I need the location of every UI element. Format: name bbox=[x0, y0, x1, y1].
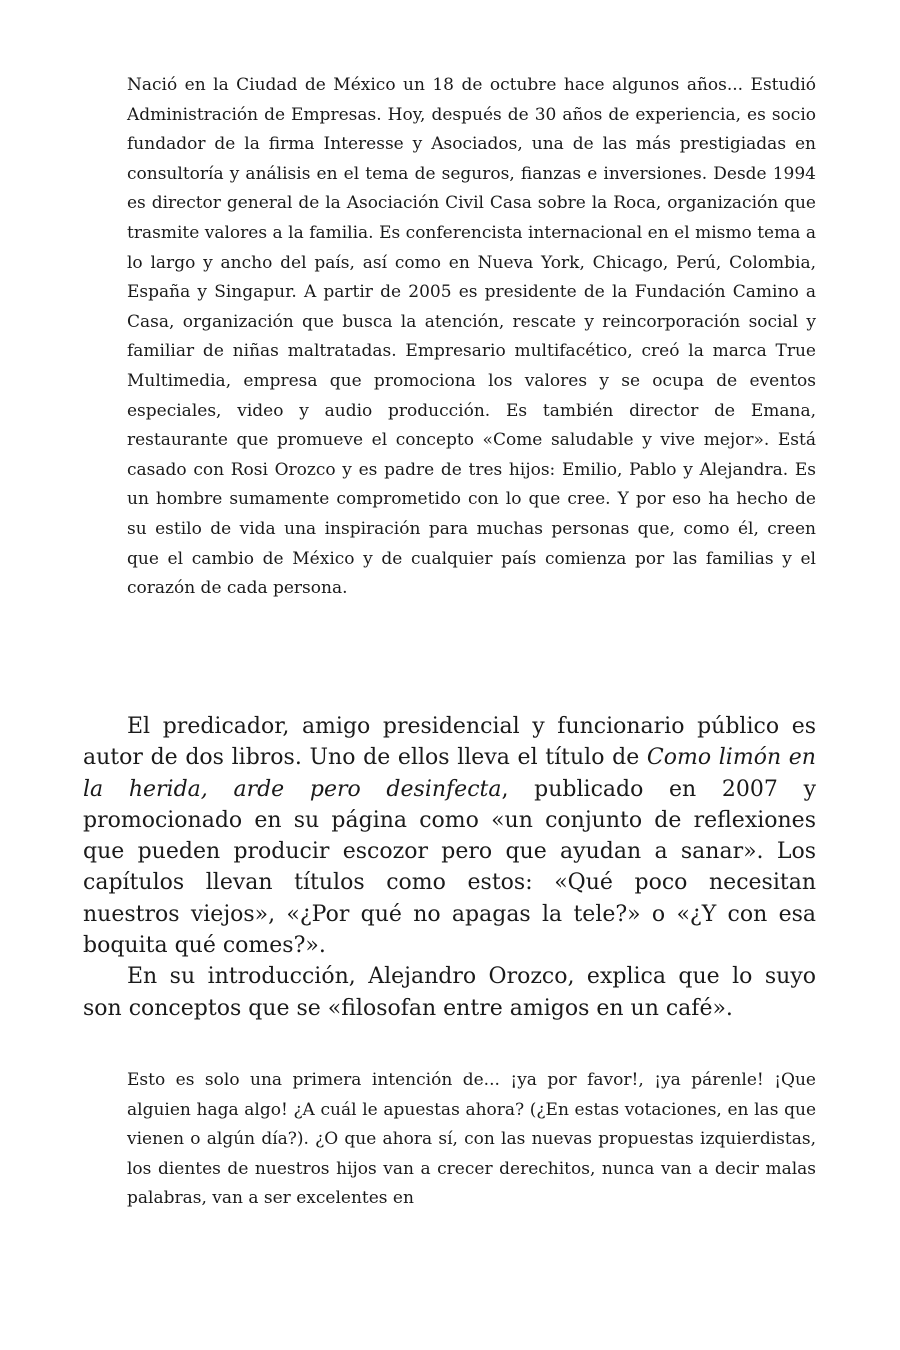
body-text bbox=[83, 711, 816, 1024]
paragraph-text-start: El predicador, amigo presidencial y funcionario público es autor de dos libros. Uno de ellos lleva el título de bbox=[83, 714, 816, 771]
biography-block-quote: Nació en la Ciudad de México un 18 de octubre hace algunos años... Estudió Administración de Empresas. Hoy, después de 30 años de experiencia, es socio fundador de la firma Interesse y Asociados, una de las más prestigiadas en consultoría y análisis en el tema de seguros, fianzas e inversiones. Desde 1994 es director general de la Asociación Civil Casa sobre la Roca, organización que trasmite valores a la familia. Es conferencista internacional en el mismo tema a lo largo y ancho del país, así como en Nueva York, Chicago, Perú, Colombia, España y Singapur. A partir de 2005 es presidente de la Fundación Camino a Casa, organización que busca la atención, rescate y reincorporación social y familiar de niñas maltratadas. Empresario multifacético, creó la marca True Multimedia, empresa que promociona los valores y se ocupa de eventos especiales, video y audio producción. Es también director de Emana, restaurante que promueve el concepto «Come saludable y vive mejor». Está casado con Rosi Orozco y es padre de tres hijos: Emilio, Pablo y Alejandra. Es un hombre sumamente comprometido con lo que cree. Y por eso ha hecho de su estilo de vida una inspiración para muchas personas que, como él, creen que el cambio de México y de cualquier país comienza por las familias y el corazón de cada persona. bbox=[127, 75, 816, 599]
body-paragraph-introduction: En su introducción, Alejandro Orozco, explica que lo suyo son conceptos que se «filosofan entre amigos en un café». bbox=[83, 964, 816, 1021]
book-title: Como limón en la herida, arde pero desinfecta bbox=[83, 745, 816, 802]
introduction-block-quote: Esto es solo una primera intención de... ¡ya por favor!, ¡ya párenle! ¡Que alguien haga algo! ¿A cuál le apuestas ahora? (¿En estas votaciones, en las que vienen o algún día?). ¿O que ahora sí, con las nuevas propuestas izquierdistas, los dientes de nuestros hijos van a crecer derechitos, nunca van a decir malas palabras, van a ser excelentes en bbox=[127, 1070, 816, 1209]
body-paragraph-books bbox=[83, 711, 816, 961]
paragraph-text-end: , publicado en 2007 y promocionado en su página como «un conjunto de reflexiones que pueden producir escozor pero que ayudan a sanar». Los capítulos llevan títulos como estos: «Qué poco necesitan nuestros viejos», «¿Por qué no apagas la tele?» o «¿Y con esa boquita qué comes?». bbox=[83, 776, 817, 959]
